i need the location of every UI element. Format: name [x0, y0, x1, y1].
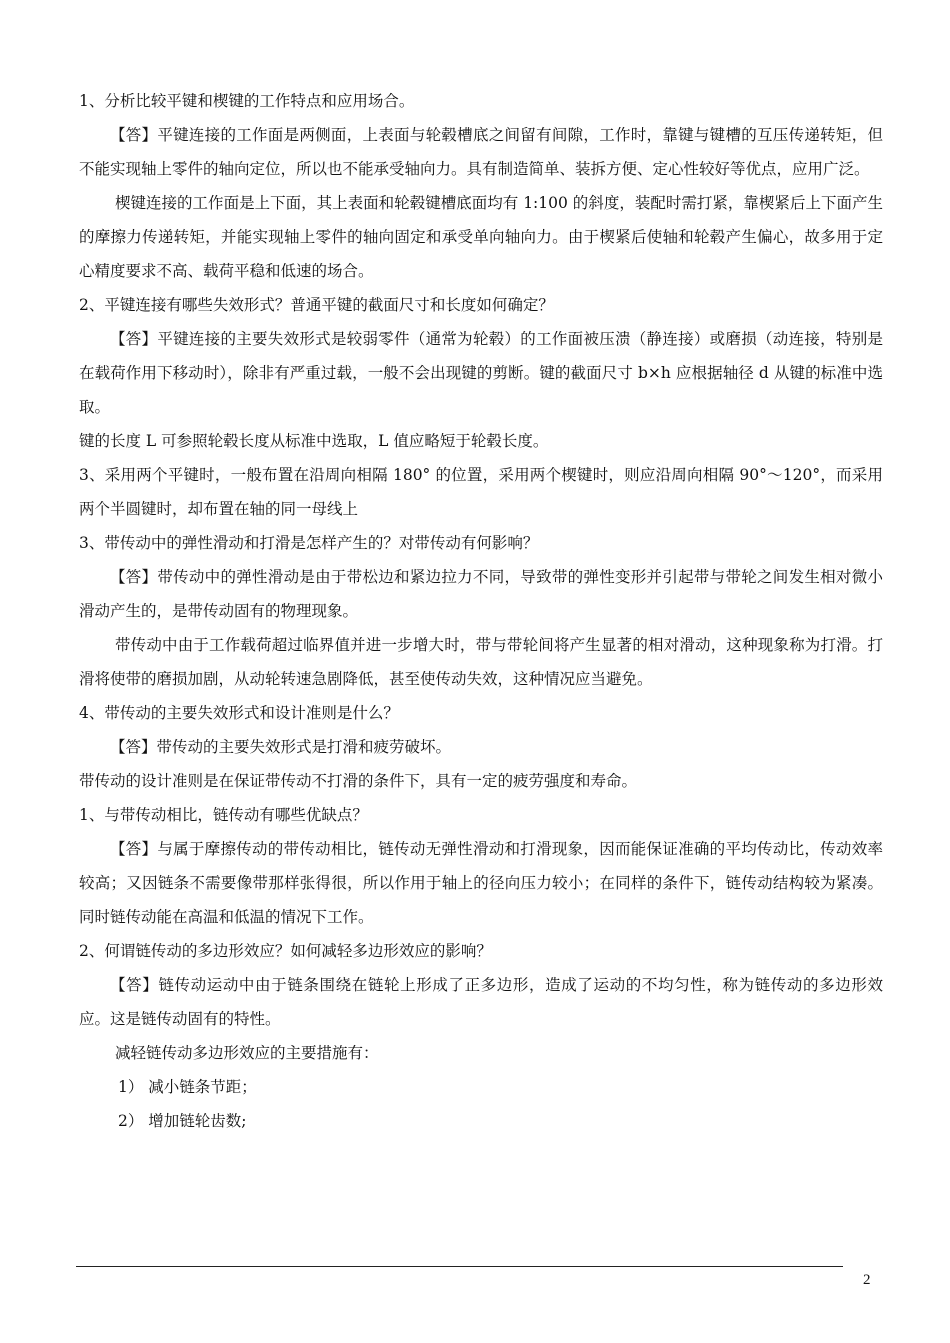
list-item: 2） 增加链轮齿数; [118, 1112, 247, 1130]
question-4: 4、带传动的主要失效形式和设计准则是什么？ [79, 704, 399, 722]
document-body [79, 84, 883, 1138]
answer-paragraph: 【答】带传动的主要失效形式是打滑和疲劳破坏。 [110, 738, 452, 756]
answer-paragraph: 减轻链传动多边形效应的主要措施有： [115, 1044, 379, 1062]
answer-paragraph: 键的长度 L 可参照轮毂长度从标准中选取，L 值应略短于轮毂长度。 [79, 432, 549, 450]
answer-paragraph: 【答】平键连接的主要失效形式是较弱零件（通常为轮毂）的工作面被压溃（静连接）或磨损（动连接，特别是在载荷作用下移动时），除非有严重过载，一般不会出现键的剪断。键的截面尺寸 b×h 应根据轴径 d 从键的标准中选取。 [79, 330, 883, 416]
page-number: 2 [863, 1272, 871, 1288]
footer-divider [76, 1266, 843, 1267]
answer-paragraph: 【答】链传动运动中由于链条围绕在链轮上形成了正多边形，造成了运动的不均匀性，称为链传动的多边形效应。这是链传动固有的特性。 [79, 976, 883, 1028]
answer-paragraph: 【答】平键连接的工作面是两侧面，上表面与轮毂槽底之间留有间隙，工作时，靠键与键槽的互压传递转矩，但不能实现轴上零件的轴向定位，所以也不能承受轴向力。具有制造简单、装拆方便、定心性较好等优点，应用广泛。 [79, 126, 883, 178]
question-2: 2、平键连接有哪些失效形式？普通平键的截面尺寸和长度如何确定？ [79, 296, 554, 314]
answer-paragraph: 【答】带传动中的弹性滑动是由于带松边和紧边拉力不同，导致带的弹性变形并引起带与带轮之间发生相对微小滑动产生的，是带传动固有的物理现象。 [79, 568, 883, 620]
question-6: 2、何谓链传动的多边形效应？如何减轻多边形效应的影响？ [79, 942, 492, 960]
answer-paragraph: 带传动中由于工作载荷超过临界值并进一步增大时，带与带轮间将产生显著的相对滑动，这种现象称为打滑。打滑将使带的磨损加剧，从动轮转速急剧降低，甚至使传动失效，这种情况应当避免。 [79, 636, 883, 688]
answer-paragraph: 【答】与属于摩擦传动的带传动相比，链传动无弹性滑动和打滑现象，因而能保证准确的平均传动比，传动效率较高；又因链条不需要像带那样张得很，所以作用于轴上的径向压力较小；在同样的条件下，链传动结构较为紧凑。同时链传动能在高温和低温的情况下工作。 [79, 840, 883, 926]
question-1: 1、分析比较平键和楔键的工作特点和应用场合。 [79, 92, 415, 110]
list-item: 1） 减小链条节距； [118, 1078, 257, 1096]
answer-paragraph: 带传动的设计准则是在保证带传动不打滑的条件下，具有一定的疲劳强度和寿命。 [79, 772, 638, 790]
question-3: 3、带传动中的弹性滑动和打滑是怎样产生的？对带传动有何影响？ [79, 534, 539, 552]
question-5: 1、与带传动相比，链传动有哪些优缺点？ [79, 806, 368, 824]
answer-paragraph: 楔键连接的工作面是上下面，其上表面和轮毂键槽底面均有 1:100 的斜度，装配时需打紧，靠楔紧后上下面产生的摩擦力传递转矩，并能实现轴上零件的轴向固定和承受单向轴向力。由于楔紧后使轴和轮毂产生偏心，故多用于定心精度要求不高、载荷平稳和低速的场合。 [79, 194, 883, 280]
answer-paragraph: 3、采用两个平键时，一般布置在沿周向相隔 180° 的位置，采用两个楔键时，则应沿周向相隔 90°～120°，而采用两个半圆键时，却布置在轴的同一母线上 [79, 466, 883, 518]
